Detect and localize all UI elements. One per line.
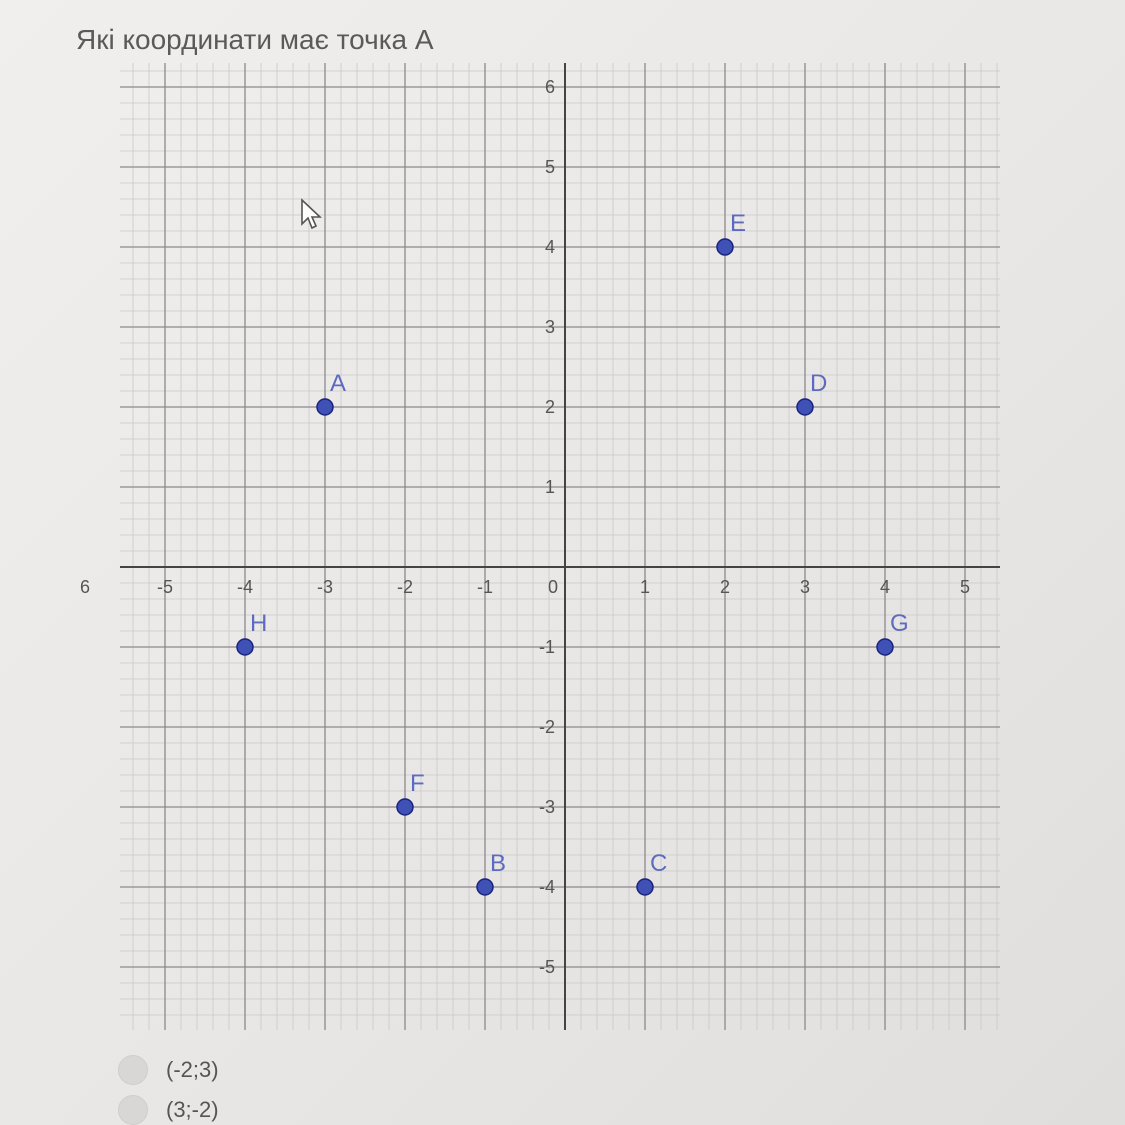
- answer-option-1[interactable]: [118, 1050, 219, 1090]
- point-marker: [397, 799, 413, 815]
- x-tick-label: 6: [79, 577, 91, 597]
- y-tick-label: 6: [544, 77, 555, 97]
- point-label: G: [890, 610, 909, 637]
- y-tick-label: -2: [538, 717, 555, 737]
- radio-button[interactable]: [118, 1095, 148, 1125]
- y-tick-label: -5: [538, 957, 555, 977]
- x-tick-label: -2: [396, 577, 414, 597]
- point-label: E: [730, 210, 747, 237]
- point-marker: [877, 639, 893, 655]
- axes: [120, 63, 1000, 1030]
- x-tick-label: 5: [959, 577, 971, 597]
- tick-labels: [80, 77, 970, 977]
- x-tick-label: -5: [156, 577, 174, 597]
- y-tick-label: 1: [544, 477, 555, 497]
- x-tick-label: 3: [799, 577, 811, 597]
- major-grid: [120, 63, 1000, 1030]
- point-h: [237, 610, 267, 655]
- x-tick-label: 1: [639, 577, 651, 597]
- x-tick-label: -4: [236, 577, 254, 597]
- y-tick-label: -1: [538, 637, 555, 657]
- question-text: Які координати має точка A: [76, 24, 434, 55]
- x-tick-label: 2: [719, 577, 731, 597]
- minor-grid: [120, 63, 1000, 1030]
- x-tick-label: 0: [547, 577, 559, 597]
- answer-list: [118, 1050, 219, 1125]
- point-label: D: [810, 370, 828, 397]
- mouse-pointer-icon: [300, 198, 324, 232]
- point-g: [877, 610, 909, 655]
- radio-button[interactable]: [118, 1055, 148, 1085]
- y-tick-label: 3: [544, 317, 555, 337]
- y-tick-label: 2: [544, 397, 555, 417]
- point-d: [797, 370, 827, 415]
- point-marker: [317, 399, 333, 415]
- point-label: C: [650, 850, 668, 877]
- points-layer: [237, 210, 909, 895]
- coordinate-plane: [60, 55, 1020, 1040]
- point-f: [397, 770, 425, 815]
- point-label: A: [330, 370, 347, 397]
- answer-label: (3;-2): [166, 1097, 219, 1122]
- point-marker: [477, 879, 493, 895]
- answer-label: (-2;3): [166, 1057, 219, 1082]
- point-label: B: [490, 850, 507, 877]
- point-b: [477, 850, 506, 895]
- point-marker: [797, 399, 813, 415]
- answer-option-2[interactable]: [118, 1090, 219, 1125]
- y-tick-label: -4: [538, 877, 555, 897]
- point-marker: [237, 639, 253, 655]
- point-label: H: [250, 610, 268, 637]
- y-tick-label: -3: [538, 797, 555, 817]
- point-marker: [637, 879, 653, 895]
- x-tick-label: -1: [476, 577, 494, 597]
- point-c: [637, 850, 667, 895]
- point-a: [317, 370, 346, 415]
- point-marker: [717, 239, 733, 255]
- x-tick-label: 4: [879, 577, 891, 597]
- y-tick-label: 4: [544, 237, 555, 257]
- point-label: F: [410, 770, 425, 797]
- x-tick-label: -3: [316, 577, 334, 597]
- y-tick-label: 5: [544, 157, 555, 177]
- point-e: [717, 210, 746, 255]
